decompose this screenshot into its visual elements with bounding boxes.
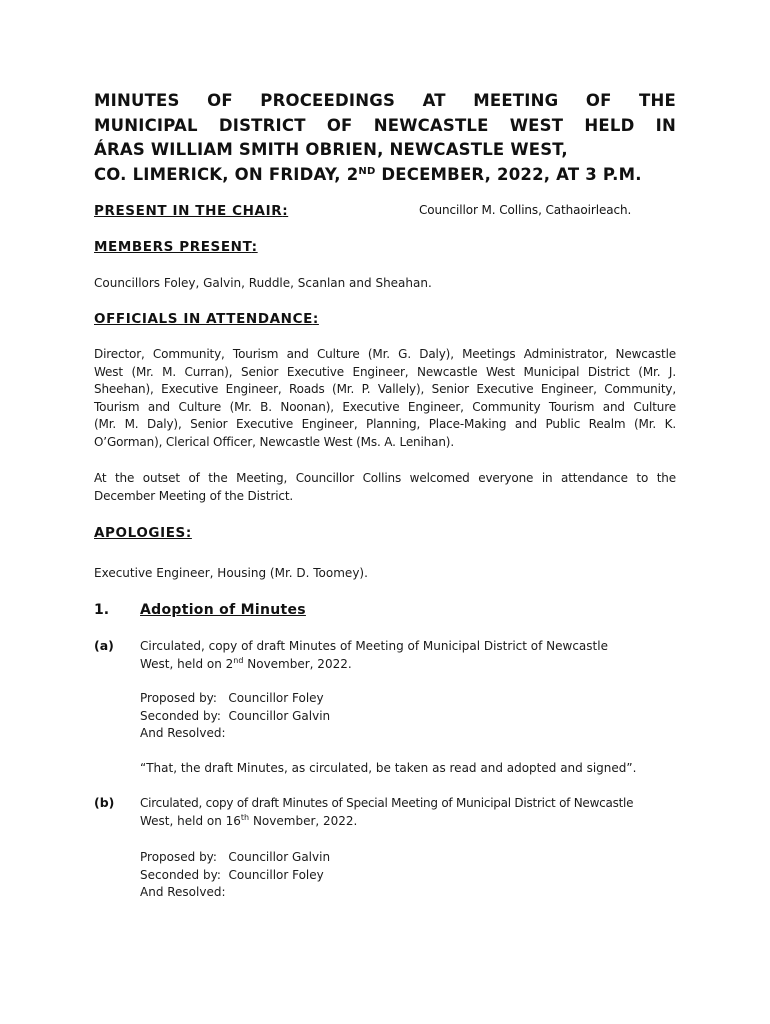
- item-b-line-1: Circulated, copy of draft Minutes of Special Meeting of Municipal District of Newcastle: [140, 796, 634, 810]
- item-a-line-2: [140, 656, 680, 674]
- item-a-resolution: “That, the draft Minutes, as circulated, be taken as read and adopted and signed”.: [140, 761, 637, 775]
- proposed-by: Proposed by: Councillor Foley: [140, 691, 324, 705]
- title-line-1: MINUTES OF PROCEEDINGS AT MEETING OF THE: [94, 91, 676, 110]
- item-b-label: (b): [94, 795, 115, 810]
- item-b-date-start: West, held on 16: [140, 813, 241, 828]
- outset-paragraph: [94, 470, 676, 505]
- members-present-heading: [94, 239, 258, 255]
- item-a-date-end: November, 2022.: [243, 656, 352, 671]
- title-line-2: MUNICIPAL DISTRICT OF NEWCASTLE WEST HELD IN: [94, 115, 676, 135]
- members-present-colon: :: [251, 239, 258, 255]
- officials-line: (Mr. M. Daly), Senior Executive Engineer, Planning, Place-Making and Public Realm (Mr. K.: [94, 417, 676, 432]
- document-title: [94, 89, 676, 187]
- officials-line: Sheehan), Executive Engineer, Roads (Mr. P. Vallely), Senior Executive Engineer, Community,: [94, 382, 676, 397]
- item-b-ordinal: th: [240, 812, 250, 822]
- item-b-date-end: November, 2022.: [249, 813, 358, 828]
- item-a-body: [140, 638, 680, 673]
- title-ordinal-suffix: ND: [358, 165, 376, 177]
- section-title: Adoption of Minutes: [140, 602, 306, 618]
- item-b-motion: [140, 849, 330, 902]
- item-b-body: [140, 795, 680, 830]
- item-a-ordinal: nd: [233, 655, 244, 665]
- officials-line: O’Gorman), Clerical Officer, Newcastle West (Ms. A. Lenihan).: [94, 434, 454, 449]
- proposed-by: Proposed by: Councillor Galvin: [140, 850, 331, 864]
- item-a-label: (a): [94, 638, 114, 653]
- item-b-line-2: [140, 813, 680, 831]
- section-number: 1.: [94, 602, 110, 618]
- officials-line: West (Mr. M. Curran), Senior Executive Engineer, Newcastle West Municipal District (Mr. J.: [94, 364, 676, 379]
- outset-line: At the outset of the Meeting, Councillor Collins welcomed everyone in attendance to the: [94, 471, 676, 485]
- officials-colon: :: [312, 311, 319, 327]
- item-a-motion: [140, 690, 330, 743]
- item-a-line-1: Circulated, copy of draft Minutes of Meeting of Municipal District of Newcastle: [140, 639, 608, 653]
- members-present-label: MEMBERS PRESENT: [94, 239, 252, 255]
- and-resolved: And Resolved:: [140, 885, 226, 900]
- title-line-3: ÁRAS WILLIAM SMITH OBRIEN, NEWCASTLE WEST,: [94, 140, 568, 159]
- item-a-date-start: West, held on 2: [140, 656, 234, 671]
- title-line-4-start: CO. LIMERICK, ON FRIDAY, 2: [94, 164, 359, 184]
- officials-paragraph: [94, 346, 676, 452]
- officials-label: OFFICIALS IN ATTENDANCE: [94, 311, 313, 327]
- title-line-4-end: DECEMBER, 2022, AT 3 P.M.: [375, 164, 642, 184]
- officials-heading: [94, 311, 319, 327]
- title-line-4: [94, 163, 676, 188]
- officials-line: Director, Community, Tourism and Culture (Mr. G. Daly), Meetings Administrator, Newcastle: [94, 347, 676, 361]
- outset-line: December Meeting of the District.: [94, 488, 294, 503]
- officials-line: Tourism and Culture (Mr. B. Noonan), Executive Engineer, Community Tourism and Culture: [94, 399, 676, 414]
- present-in-chair-label: PRESENT IN THE CHAIR: [94, 203, 283, 219]
- present-in-chair-colon: :: [282, 203, 289, 219]
- seconded-by: Seconded by: Councillor Galvin: [140, 708, 331, 723]
- seconded-by: Seconded by: Councillor Foley: [140, 867, 324, 882]
- present-in-chair-heading: [94, 203, 288, 219]
- and-resolved: And Resolved:: [140, 726, 226, 741]
- chair-name: Councillor M. Collins, Cathaoirleach.: [419, 203, 632, 217]
- members-present-list: Councillors Foley, Galvin, Ruddle, Scanlan and Sheahan.: [94, 276, 432, 290]
- apologies-text: Executive Engineer, Housing (Mr. D. Toomey).: [94, 566, 368, 580]
- apologies-heading: APOLOGIES:: [94, 525, 192, 541]
